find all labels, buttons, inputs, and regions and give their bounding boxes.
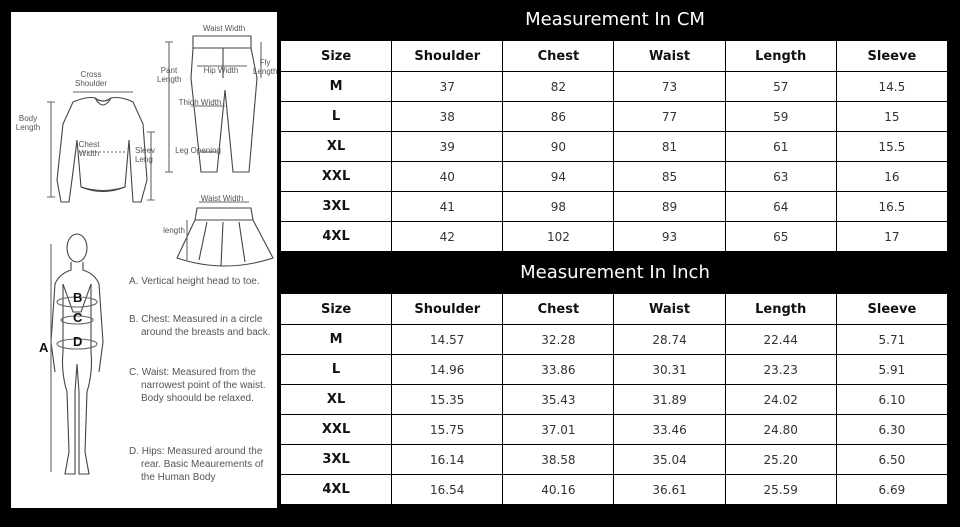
inch-cell-sleeve: 6.10 [836, 385, 947, 415]
table-row [281, 325, 948, 355]
body-letter-c: C [73, 310, 83, 325]
inch-cell-chest: 38.58 [503, 445, 614, 475]
inch-cell-shoulder: 16.14 [392, 445, 503, 475]
cm-header-sleeve: Sleeve [836, 41, 947, 72]
label-thigh-width: Thigh Width [178, 98, 222, 107]
cm-cell-chest: 86 [503, 102, 614, 132]
cm-cell-shoulder: 39 [392, 132, 503, 162]
inch-cell-length: 23.23 [725, 355, 836, 385]
inch-cell-waist: 35.04 [614, 445, 725, 475]
cm-cell-sleeve: 17 [836, 222, 947, 252]
cm-cell-chest: 102 [503, 222, 614, 252]
cm-cell-sleeve: 14.5 [836, 72, 947, 102]
cm-cell-shoulder: 42 [392, 222, 503, 252]
label-skirt-length: length [163, 226, 185, 235]
cm-cell-chest: 82 [503, 72, 614, 102]
table-row [281, 445, 948, 475]
cm-cell-waist: 89 [614, 192, 725, 222]
inch-cell-waist: 28.74 [614, 325, 725, 355]
inch-cell-length: 22.44 [725, 325, 836, 355]
inch-header-chest: Chest [503, 294, 614, 325]
note-hips-text: D. Hips: Measured around the rear. Basic Meaurements of the Human Body [129, 446, 264, 483]
inch-cell-chest: 33.86 [503, 355, 614, 385]
table-row [281, 162, 948, 192]
cm-cell-size: XL [281, 132, 392, 162]
cm-cell-size: XXL [281, 162, 392, 192]
note-chest [129, 313, 279, 339]
human-body-icon [51, 234, 103, 474]
inch-cell-chest: 32.28 [503, 325, 614, 355]
cm-cell-shoulder: 38 [392, 102, 503, 132]
inch-cell-waist: 31.89 [614, 385, 725, 415]
inch-cell-size: 4XL [281, 475, 392, 505]
note-waist [129, 366, 279, 405]
inch-header-waist: Waist [614, 294, 725, 325]
label-pant-length: Pant Length [157, 66, 182, 84]
table-row [281, 102, 948, 132]
measurement-guide-panel [11, 12, 277, 508]
cm-cell-chest: 90 [503, 132, 614, 162]
inch-cell-shoulder: 15.35 [392, 385, 503, 415]
cm-table-title: Measurement In CM [525, 9, 705, 30]
cm-header-waist: Waist [614, 41, 725, 72]
inch-cell-shoulder: 14.57 [392, 325, 503, 355]
label-body-length: Body Length [15, 114, 41, 132]
cm-cell-length: 59 [725, 102, 836, 132]
cm-cell-waist: 73 [614, 72, 725, 102]
inch-header-length: Length [725, 294, 836, 325]
body-letter-a: A [39, 340, 49, 355]
measurement-guide-illustration [11, 12, 277, 508]
inch-cell-chest: 35.43 [503, 385, 614, 415]
inch-cell-waist: 33.46 [614, 415, 725, 445]
inch-cell-size: XL [281, 385, 392, 415]
inch-cell-length: 25.20 [725, 445, 836, 475]
inch-cell-shoulder: 14.96 [392, 355, 503, 385]
cm-cell-shoulder: 41 [392, 192, 503, 222]
inch-cell-sleeve: 5.71 [836, 325, 947, 355]
cm-cell-waist: 85 [614, 162, 725, 192]
cm-cell-chest: 98 [503, 192, 614, 222]
inch-header-size: Size [281, 294, 392, 325]
inch-cell-sleeve: 6.30 [836, 415, 947, 445]
inch-cell-length: 24.80 [725, 415, 836, 445]
label-waist-width-skirt: Waist Width [200, 194, 244, 203]
inch-cell-size: L [281, 355, 392, 385]
inch-cell-size: 3XL [281, 445, 392, 475]
inch-cell-shoulder: 15.75 [392, 415, 503, 445]
table-row [281, 192, 948, 222]
inch-cell-sleeve: 6.69 [836, 475, 947, 505]
cm-header-shoulder: Shoulder [392, 41, 503, 72]
cm-header-row [281, 41, 948, 72]
inch-cell-waist: 30.31 [614, 355, 725, 385]
cm-cell-shoulder: 37 [392, 72, 503, 102]
inch-cell-chest: 40.16 [503, 475, 614, 505]
cm-cell-length: 63 [725, 162, 836, 192]
cm-cell-size: L [281, 102, 392, 132]
cm-cell-sleeve: 16.5 [836, 192, 947, 222]
note-height [129, 275, 279, 288]
cm-cell-shoulder: 40 [392, 162, 503, 192]
cm-cell-length: 64 [725, 192, 836, 222]
table-row [281, 222, 948, 252]
inch-table-title: Measurement In Inch [520, 262, 710, 283]
label-hip-width: Hip Width [203, 66, 239, 75]
inch-cell-length: 25.59 [725, 475, 836, 505]
inch-cell-size: XXL [281, 415, 392, 445]
inch-size-table [280, 293, 948, 505]
inch-cell-shoulder: 16.54 [392, 475, 503, 505]
label-sleeve-length: Sleev Leng [135, 146, 156, 164]
cm-cell-sleeve: 15.5 [836, 132, 947, 162]
inch-cell-length: 24.02 [725, 385, 836, 415]
cm-cell-size: 3XL [281, 192, 392, 222]
label-waist-width-top: Waist Width [202, 24, 246, 33]
skirt-icon [177, 208, 273, 266]
cm-cell-waist: 93 [614, 222, 725, 252]
table-row [281, 355, 948, 385]
cm-cell-length: 65 [725, 222, 836, 252]
body-letter-b: B [73, 290, 83, 305]
cm-header-chest: Chest [503, 41, 614, 72]
cm-cell-length: 57 [725, 72, 836, 102]
body-letter-d: D [73, 334, 83, 349]
inch-header-row [281, 294, 948, 325]
cm-cell-size: 4XL [281, 222, 392, 252]
note-hips [129, 445, 279, 484]
table-row [281, 132, 948, 162]
inch-cell-sleeve: 5.91 [836, 355, 947, 385]
label-leg-opening: Leg Opening [175, 146, 221, 155]
inch-header-shoulder: Shoulder [392, 294, 503, 325]
label-cross-shoulder: Cross Shoulder [74, 70, 108, 88]
inch-header-sleeve: Sleeve [836, 294, 947, 325]
cm-cell-length: 61 [725, 132, 836, 162]
table-row [281, 475, 948, 505]
note-waist-text: C. Waist: Measured from the narrowest point of the waist. Body shoould be relaxed. [129, 367, 266, 404]
label-fly-length: Fly Length [253, 58, 278, 76]
cm-cell-size: M [281, 72, 392, 102]
cm-header-size: Size [281, 41, 392, 72]
cm-cell-chest: 94 [503, 162, 614, 192]
cm-cell-waist: 81 [614, 132, 725, 162]
inch-cell-waist: 36.61 [614, 475, 725, 505]
table-row [281, 72, 948, 102]
note-height-text: A. Vertical height head to toe. [129, 276, 260, 287]
inch-cell-chest: 37.01 [503, 415, 614, 445]
inch-cell-sleeve: 6.50 [836, 445, 947, 475]
cm-cell-waist: 77 [614, 102, 725, 132]
label-chest-width: Chest Width [78, 140, 100, 158]
cm-header-length: Length [725, 41, 836, 72]
table-row [281, 385, 948, 415]
note-chest-text: B. Chest: Measured in a circle around the breasts and back. [129, 314, 271, 338]
table-row [281, 415, 948, 445]
cm-cell-sleeve: 15 [836, 102, 947, 132]
cm-cell-sleeve: 16 [836, 162, 947, 192]
cm-size-table [280, 40, 948, 252]
inch-cell-size: M [281, 325, 392, 355]
